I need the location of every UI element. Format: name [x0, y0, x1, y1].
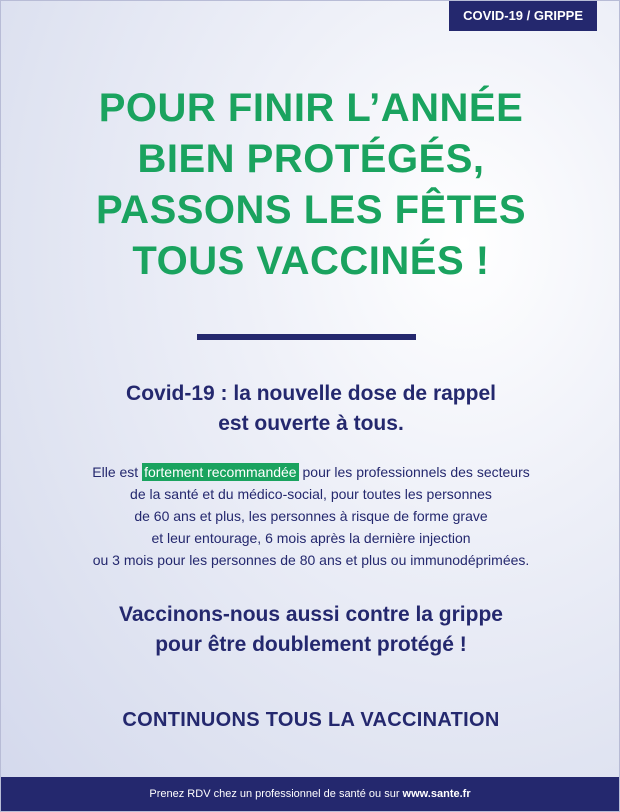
body-line: de 60 ans et plus, les personnes à risque de forme grave: [134, 508, 488, 524]
flu-message: [1, 600, 620, 660]
body-line: et leur entourage, 6 mois après la dernière injection: [151, 530, 471, 546]
flu-line: pour être doublement protégé !: [155, 633, 467, 656]
flu-line: Vaccinons-nous aussi contre la grippe: [119, 603, 503, 626]
body-line: ou 3 mois pour les personnes de 80 ans et plus ou immunodéprimées.: [92, 552, 530, 568]
body-line: [1, 461, 620, 483]
headline-line: BIEN PROTÉGÉS,: [137, 137, 485, 181]
headline-line: PASSONS LES FÊTES: [95, 188, 527, 232]
call-to-action: CONTINUONS TOUS LA VACCINATION: [122, 709, 500, 731]
footer-link[interactable]: www.sante.fr: [402, 788, 471, 800]
body-prefix: Elle est: [92, 464, 143, 480]
body-suffix: pour les professionnels des secteurs: [298, 464, 530, 480]
headline: [1, 83, 620, 287]
subheading-line: Covid-19 : la nouvelle dose de rappel: [126, 382, 496, 405]
footer-bar: [1, 777, 619, 811]
headline-line: TOUS VACCINÉS !: [132, 239, 490, 283]
footer-text: Prenez RDV chez un professionnel de santé ou sur: [149, 788, 403, 800]
subheading: [1, 379, 620, 439]
headline-line: POUR FINIR L’ANNÉE: [98, 86, 524, 130]
body-line: de la santé et du médico-social, pour toutes les personnes: [130, 486, 492, 502]
subheading-line: est ouverte à tous.: [218, 412, 404, 435]
category-tag: COVID-19 / GRIPPE: [449, 1, 597, 31]
body-paragraph: [1, 461, 620, 571]
highlighted-text: fortement recommandée: [144, 464, 297, 480]
divider: [197, 334, 416, 340]
